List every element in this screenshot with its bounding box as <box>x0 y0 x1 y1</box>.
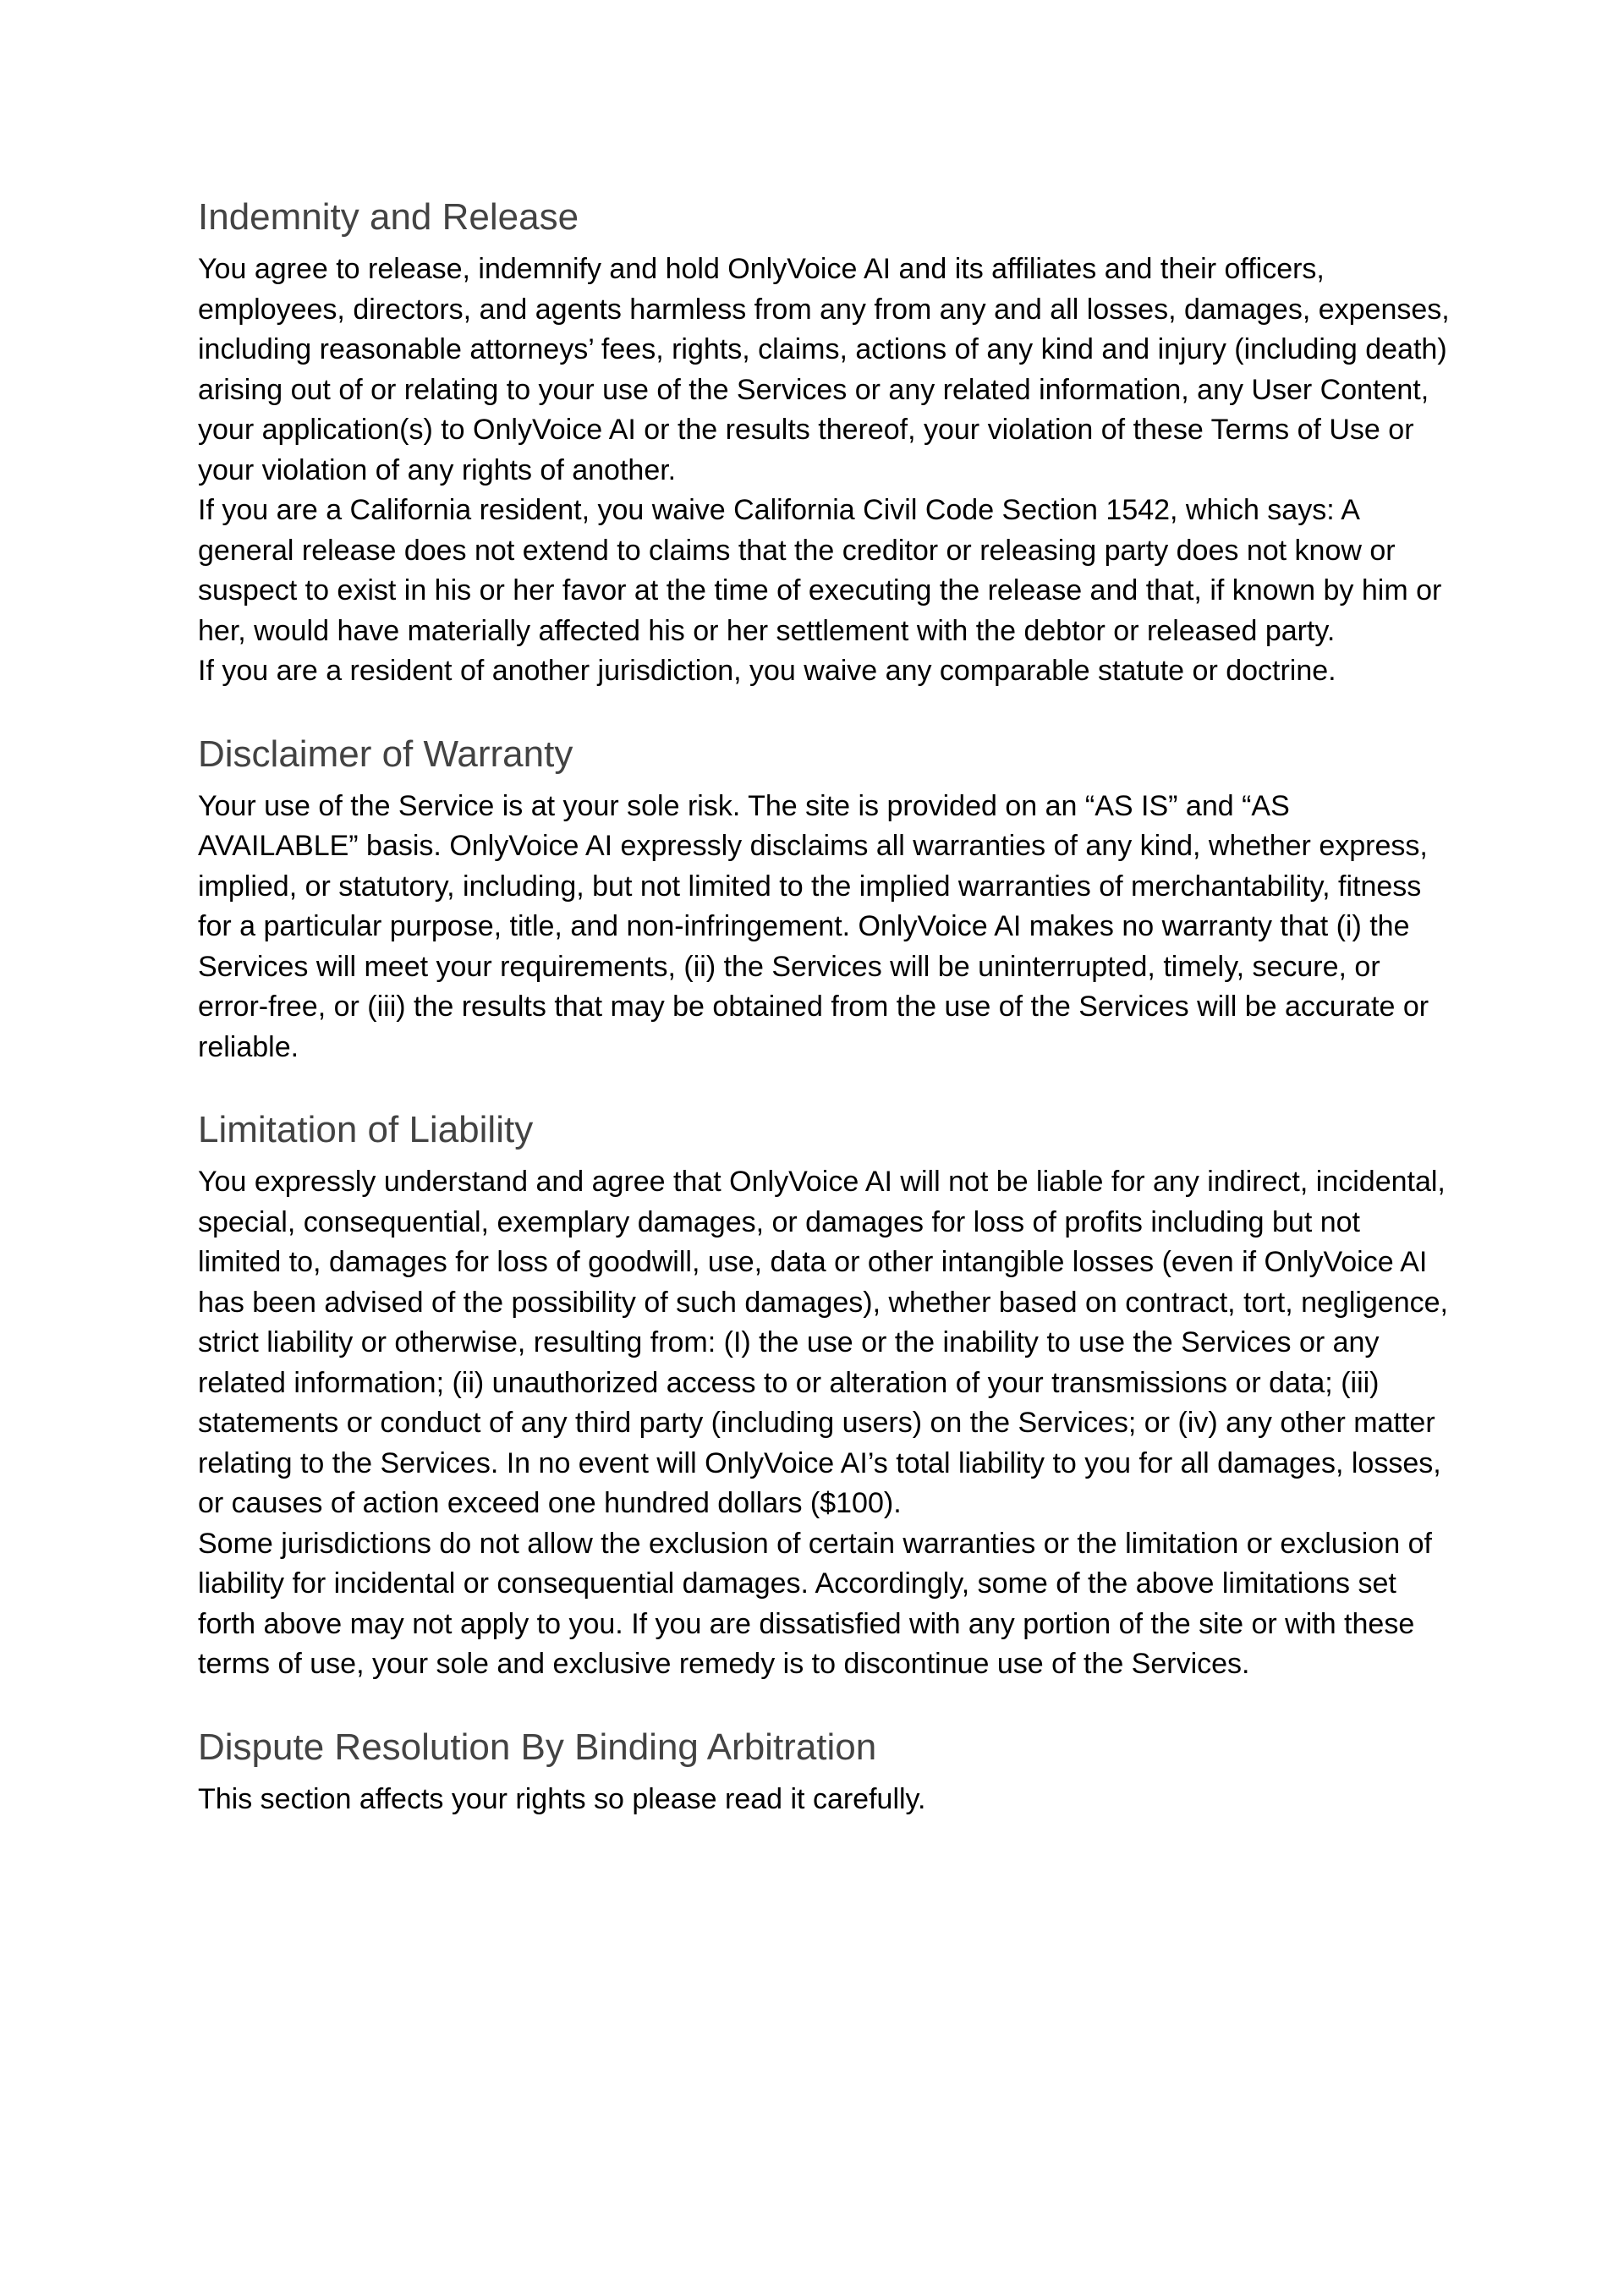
document-page <box>198 194 1450 1819</box>
section-limitation-of-liability <box>198 1106 1450 1685</box>
section-heading: Limitation of Liability <box>198 1109 534 1150</box>
section-spacer <box>198 1685 1450 1724</box>
section-paragraph: You agree to release, indemnify and hold OnlyVoice AI and its affiliates and their officers, employees, directors, and agents harmless from any from any and all losses, damages, expenses, including reasonable attorneys’ fees, rights, claims, actions of any kind and injury (including death) arising out of or relating to your use of the Services or any related information, any User Content, your application(s) to OnlyVoice AI or the results thereof, your violation of these Terms of Use or your violation of any rights of another. <box>198 253 1450 486</box>
section-paragraph: You expressly understand and agree that OnlyVoice AI will not be liable for any indirect, incidental, special, consequential, exemplary damages, or damages for loss of profits including but not limited to, damages for loss of goodwill, use, data or other intangible losses (even if OnlyVoice AI has been advised of the possibility of such damages), whether based on contract, tort, negligence, strict liability or otherwise, resulting from: (I) the use or the inability to use the Services or any related information; (ii) unauthorized access to or alteration of your transmissions or data; (iii) statements or conduct of any third party (including users) on the Services; or (iv) any other matter relating to the Services. In no event will OnlyVoice AI’s total liability to you for all damages, losses, or causes of action exceed one hundred dollars ($100). <box>198 1166 1449 1519</box>
section-indemnity-and-release <box>198 194 1450 692</box>
section-dispute-resolution <box>198 1724 1450 1820</box>
section-paragraph: Your use of the Service is at your sole risk. The site is provided on an “AS IS” and “AS AVAILABLE” basis. OnlyVoice AI expressly disclaims all warranties of any kind, whether express, implied, or statutory, including, but not limited to the implied warranties of merchantability, fitness for a particular purpose, title, and non-infringement. OnlyVoice AI makes no warranty that (i) the Services will meet your requirements, (ii) the Services will be uninterrupted, timely, secure, or error-free, or (iii) the results that may be obtained from the use of the Services will be accurate or reliable. <box>198 789 1429 1063</box>
section-heading: Indemnity and Release <box>198 196 579 238</box>
section-paragraph: This section affects your rights so please read it carefully. <box>198 1782 926 1815</box>
section-spacer <box>198 692 1450 731</box>
section-heading: Disclaimer of Warranty <box>198 733 573 775</box>
section-disclaimer-of-warranty <box>198 731 1450 1068</box>
section-heading: Dispute Resolution By Binding Arbitration <box>198 1726 877 1768</box>
section-paragraph: If you are a resident of another jurisdiction, you waive any comparable statute or doctrine. <box>198 655 1336 687</box>
section-paragraph: Some jurisdictions do not allow the exclusion of certain warranties or the limitation or exclusion of liability for incidental or consequential damages. Accordingly, some of the above limitations set forth above may not apply to you. If you are dissatisfied with any portion of the site or with these terms of use, your sole and exclusive remedy is to discontinue use of the Services. <box>198 1527 1432 1680</box>
section-paragraph: If you are a California resident, you waive California Civil Code Section 1542, which says: A general release does not extend to claims that the creditor or releasing party does not know or suspect to exist in his or her favor at the time of executing the release and that, if known by him or her, would have materially affected his or her settlement with the debtor or released party. <box>198 494 1442 647</box>
section-spacer <box>198 1067 1450 1106</box>
